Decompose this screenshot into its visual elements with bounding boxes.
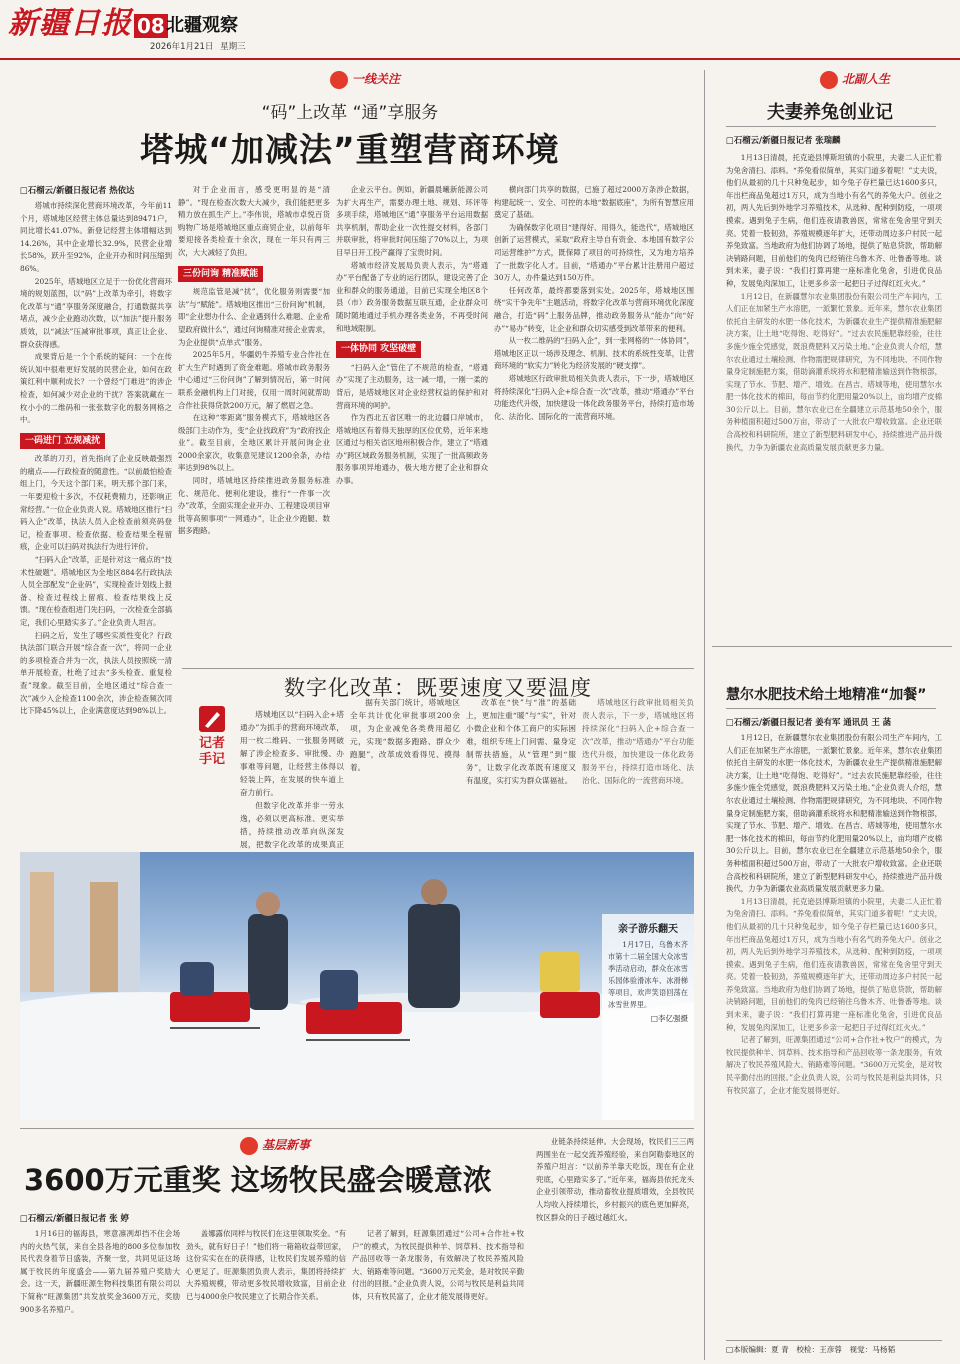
notes-col-1 <box>240 708 344 848</box>
bottom-top-rule <box>20 1128 694 1129</box>
lead-column-1 <box>20 200 172 880</box>
lead-ribbon-text: 一线关注 <box>352 72 401 86</box>
paragraph: 企业云平台。例如，新疆晨曦新能源公司为扩大再生产，需要办理土地、规划、环评等多项手续，塔城地区“通”享服务平台运用数据共享机制，帮助企业一次性提交材料，各部门并联审批，将审批时间压缩了70%以上，为项目早日开工投产赢得了宝贵时间。 <box>336 185 488 257</box>
bottom-col-3 <box>352 1228 524 1360</box>
masthead-rule <box>0 58 960 60</box>
footer-rule <box>726 1340 942 1341</box>
subhead-2 <box>178 266 330 283</box>
subhead-3 <box>336 341 488 358</box>
notes-heading: 数字化改革：既要速度又要温度 <box>284 676 592 700</box>
paragraph: 扫码之后，发生了哪些实质性变化？行政执法部门联合开展“综合查一次”，将同一企业的多项检查合并为一次，执法人员按照统一清单开展检查，杜绝了过去“多头检查、重复检查”现象。截至目前，全地区通过“综合查一次”减少入企检查1100余次，涉企检查频次同比下降45%以上，企业满意度达到98%以上。 <box>20 630 172 716</box>
paragraph: 改革在“快”与“准”的基础上，更加注重“暖”与“实”，针对小微企业和个体工商户的实际困难，组织专班上门问需、量身定制帮扶措施，从“管理”到“服务”，让数字化改革既有速度又有温度，实打实为群众谋福祉。 <box>466 698 576 785</box>
subhead-1 <box>20 433 172 450</box>
paragraph: 记者了解到，旺源集团通过“公司+合作社+牧户”的模式，为牧民提供种羊、饲草料、技术指导和产品回收等一条龙服务，有效解决了牧民养殖风险大、销路难等问题。“3600万元奖金，是对牧民辛勤付出的回报。”企业负责人说，公司与牧民是利益共同体，只有牧民富了，企业才能发展得更好。 <box>726 1035 942 1095</box>
masthead <box>0 0 960 64</box>
right1-byline: □石榴云/新疆日报记者 张瑞麟 <box>726 135 841 145</box>
right2-byline: □石榴云/新疆日报记者 姜有军 通讯员 王 菡 <box>726 717 892 727</box>
paragraph: 横向部门共享的数据，已施了超过2000万条涉企数据，构建起统一、安全、可控的本地“数据底座”，为所有智慧应用奠定了基础。 <box>494 185 694 220</box>
notes-badge <box>192 706 232 786</box>
issue-date <box>150 40 246 52</box>
date-text: 2026年1月21日 <box>150 42 214 52</box>
lead-byline: □石榴云/新疆日报记者 热依达 <box>20 185 135 195</box>
paragraph: 业链条持续延伸。大会现场，牧民们三三两两围坐在一起交流养殖经验，来自阿勒泰地区的养殖户坦言：“以前养羊靠天吃饭，现在有企业兜底，心里踏实多了。”近年来，福海县依托龙头企业引领带动，推动畜牧业提质增效，全县牧民人均收入持续增长，乡村振兴的底色更加鲜亮，牧区群众的日子越过越红火。 <box>536 1137 694 1222</box>
right1-ribbon-text: 北副人生 <box>842 72 891 86</box>
lead-column-2 <box>178 184 330 664</box>
notes-col-2 <box>350 696 460 836</box>
paragraph: 改革的刀刃，首先指向了企业反映最强烈的痛点——行政检查的随意性。“以前最怕检查组上门，今天这个部门来，明天那个部门来，一年要迎检十多次，不仅耗费精力，还影响正常经营。”一位企业负责人说。塔城地区推行“扫码入企”改革，执法人员入企检查前须亮码登记，检查事项、检查依据、检查结果全程留痕，企业可以扫码对执法行为进行评价。 <box>20 454 172 552</box>
subhead-2-text: 三份问询 精准赋能 <box>178 266 263 283</box>
bottom-col-1 <box>20 1228 180 1360</box>
news-photo <box>20 852 694 1120</box>
paragraph: 但数字化改革并非一劳永逸，必须以更高标准、更实举措，持续推动改革向纵深发展，把数字化改革的成果真正 <box>240 801 344 849</box>
snow-scene-illustration <box>20 852 694 1120</box>
paragraph: 从一枚二维码的“扫码入企”，到一张网格的“一体协同”，塔城地区正以一场涉及理念、机制、技术的系统性变革，让营商环境的“软实力”转化为经济发展的“硬支撑”。 <box>494 336 694 371</box>
paragraph: 塔城市经济发展局负责人表示，为“塔通办”平台配备了专业的运行团队，建设完善了企业和群众的服务通道，目前已实现全地区8个县（市）政务服务数据互联互通，企业群众可随时随地通过手机办理各类业务，不再受时间和地域限制。 <box>336 260 488 333</box>
newspaper-logo: 新疆日报 <box>8 6 132 41</box>
paragraph: 1月13日清晨，托克逊县博斯坦镇的小院里，夫妻二人正忙着为兔舍清扫、添料。“养兔看似简单，其实门道多着呢！”丈夫说，他们从最初的几十只种兔起步，如今兔子存栏量已达1600多只，年出栏商品兔超过1万只，成为当地小有名气的养兔大户。创业之初，两人先后到外地学习养殖技术，从选种、配种到防疫，一项项摸索。遇到兔子生病，他们连夜请教兽医，常常在兔舍里守到天亮。凭着一股韧劲，养殖规模逐年扩大，还带动周边多户村民一起养兔致富。当地政府为他们协调了场地，提供了贴息贷款，帮助解决销路问题，目前他们的兔肉已经销往乌鲁木齐、吐鲁番等地。谈到未来，妻子说：“我们打算再建一座标准化兔舍，引进优良品种，发展兔肉深加工，让更多乡亲一起把日子过得红红火火。” <box>726 896 942 1032</box>
paragraph: 1月13日清晨，托克逊县博斯坦镇的小院里，夫妻二人正忙着为兔舍清扫、添料。“养兔看似简单，其实门道多着呢！”丈夫说，他们从最初的几十只种兔起步，如今兔子存栏量已达1600多只，年出栏商品兔超过1万只，成为当地小有名气的养兔大户。创业之初，两人先后到外地学习养殖技术，从选种、配种到防疫，一项项摸索。遇到兔子生病，他们连夜请教兽医，常常在兔舍里守到天亮。凭着一股韧劲，养殖规模逐年扩大，还带动周边多户村民一起养兔致富。当地政府为他们协调了场地，提供了贴息贷款，帮助解决销路问题，目前他们的兔肉已经销往乌鲁木齐、吐鲁番等地。谈到未来，妻子说：“我们打算再建一座标准化兔舍，引进优良品种，发展兔肉深加工，让更多乡亲一起把日子过得红红火火。” <box>726 153 942 288</box>
paragraph: 2025年5月，华疆奶牛养殖专业合作社在扩大生产时遇到了资金难题。塔城市政务服务中心通过“三份问询”了解到情况后，第一时间联系金融机构上门对接，仅用一周时间就帮助合作社获得贷款200万元，解了燃眉之急。 <box>178 350 330 410</box>
right1-rule <box>726 126 936 127</box>
paragraph: 在这种“零距离”服务模式下，塔城地区各级部门主动作为，变“企业找政府”为“政府找企业”。截至目前，全地区累计开展问询企业2000余家次，收集意见建议1200余条，办结率达到98%以上。 <box>178 413 330 473</box>
paragraph: 1月16日的福海县，寒意凛冽却挡不住会场内的火热气氛，来自全县各地的800多位参加牧民代表身着节日盛装，齐聚一堂，共同见证这场属于牧民的年度盛会——第九届养殖户奖励大会。这一天，新疆旺源生物科技集团有限公司以下简称“旺源集团”共发放奖金3600万元，奖励900多名养殖户。 <box>20 1229 180 1314</box>
paragraph: 成果背后是一个个系统的疑问：一个在传统认知中很难更好发展的民营企业，如何在政策红利中顺利成长？一个曾经“门难进”的涉企检查，如何减少对企业的干扰？答案就藏在一枚小小的二维码和一张张数字化的服务网格之中。 <box>20 352 172 425</box>
lead-kicker: “码”上改革 “通”享服务 <box>261 103 439 123</box>
paragraph: 1月12日，在新疆慧尔农业集团股份有限公司生产车间内，工人们正在加紧生产水溶肥，一派繁忙景象。近年来，慧尔农业集团依托自主研发的水肥一体化技术，为新疆农业生产提供精准施肥解决方案，让土地“吃得饱、吃得好”。“过去农民施肥靠经验，往往多施少施全凭感觉，既浪费肥料又污染土地。”企业负责人介绍，慧尔农业通过土壤检测、作物需肥规律研究，为不同地块、不同作物量身定制施肥方案，借助滴灌系统将水和肥精准输送到作物根部，实现了节水、节肥、增产、增效。在昌吉、塔城等地，使用慧尔水肥一体化技术的棉田，每亩节约化肥用量20%以上，亩均增产皮棉30公斤以上。目前，慧尔农业已在全疆建立示范基地50余个，服务种植面积超过500万亩，带动了一大批农户增收致富。企业还联合高校和科研院所，建立了新型肥料研发中心，持续推进产品升级换代，力争为新疆农业高质量发展贡献更多力量。 <box>726 291 942 452</box>
right-column-divider <box>704 70 705 1360</box>
paragraph: 据有关部门统计，塔城地区全年共计优化审批事项200余项，为企业减免各类费用超亿元，实现“数据多跑路、群众少跑腿”，改革成效看得见、摸得着。 <box>350 698 460 772</box>
paragraph: 塔城地区以“扫码入企+塔通办”为抓手的营商环境改革，用一枚二维码、一张服务网破解了涉企检查多、审批慢、办事难等问题，让经营主体得以轻装上阵，在发展的快车道上奋力前行。 <box>240 710 344 797</box>
bottom-headline: 3600万元重奖 这场牧民盛会暖意浓 <box>24 1163 492 1197</box>
bottom-byline: □石榴云/新疆日报记者 张 婷 <box>20 1213 129 1223</box>
bottom-ribbon <box>240 1136 310 1155</box>
lead-column-3 <box>336 184 488 664</box>
subhead-1-text: 一码进门 立规减扰 <box>20 433 105 450</box>
paragraph: 作为西北五省区唯一的北边疆口岸城市，塔城地区有着得天独厚的区位优势，近年来地区通过与相关省区地州积极合作，建立了“塔通办”跨区域政务服务机制，实现了一批高频政务服务事项异地通办，极大地方便了企业和群众办事。 <box>336 413 488 486</box>
bottom-col-4 <box>536 1136 694 1360</box>
right2-body <box>726 732 942 1338</box>
page-editors: □本版编辑：夏 青 校检：王彦蓉 视觉：马杨韬 <box>726 1345 896 1354</box>
paragraph: 同时，塔城地区持续推进政务服务标准化、规范化、便利化建设，推行“一件事一次办”改革，全面实现企业开办、工程建设项目审批等高频事项“一网通办”，让企业少跑腿、数据多跑路。 <box>178 476 330 536</box>
paragraph: 任何改革，最终都要落到实处。2025年，塔城地区围绕“实干争先年”主题活动，将数字化改革与营商环境优化深度融合，打造“码”上服务品牌，推动政务服务从“能办”向“好办”“易办”转变，让企业和群众切实感受到改革带来的便利。 <box>494 285 694 333</box>
paragraph: 塔城地区行政审批局相关负责人表示，下一步，塔城地区将持续深化“扫码入企+综合查一次”改革，推动“塔通办”平台功能迭代升级，加快建设一体化政务服务平台，持续打造市场化、法治化、国际化的一流营商环境。 <box>582 698 694 785</box>
lead-column-4 <box>494 184 694 664</box>
photo-caption: 1月17日，乌鲁木齐市第十二届全国大众冰雪季活动启动，群众在冰雪乐园体验滑冰车、冰滑梯等项目，欢声笑语回荡在冰雪世界里。 <box>608 940 688 1009</box>
notes-col-3 <box>466 696 576 836</box>
pen-icon <box>199 706 225 732</box>
paragraph: 塔城市持续深化营商环境改革，今年前11个月，塔城地区经营主体总量达到89471户，同比增长41.07%。新登记经营主体增幅达到14.26%，其中企业增长32.9%，民营企业增长58%，跃升至92%，企业开办和时间压缩到86%。 <box>20 201 172 273</box>
right1-body <box>726 152 942 632</box>
section-name: 北疆观察 <box>166 15 238 36</box>
paragraph: 盖娜露依同样与牧民们在这里领取奖金。“有劲头，就有好日子！”他们将一箱箱收益带回家，这份实实在在的获得感，让牧民们发展养殖的信心更足了。旺源集团负责人表示，集团将持续扩大养殖规模，带动更多牧民增收致富，目前企业已与4000余户牧民建立了长期合作关系。 <box>186 1229 346 1301</box>
paragraph: “扫码入企”改革，正是针对这一痛点的“技术性破题”。塔城地区为全地区884名行政执法人员全部配发“企业码”，实现检查计划线上报备、检查过程线上留痕、检查结果线上反馈。“现在检查组进门先扫码，一次检查全部搞定，我们心里踏实多了。”企业负责人坦言。 <box>20 555 172 627</box>
paragraph: 记者了解到，旺源集团通过“公司+合作社+牧户”的模式，为牧民提供种羊、饲草料、技术指导和产品回收等一条龙服务，有效解决了牧民养殖风险大、销路难等问题。“3600万元奖金，是对牧民辛勤付出的回报。”企业负责人说，公司与牧民是利益共同体，只有牧民富了，企业才能发展得更好。 <box>352 1229 524 1301</box>
notes-col-4 <box>582 696 694 836</box>
lead-headline: 塔城“加减法”重塑营商环境 <box>140 130 560 169</box>
subhead-3-text: 一体协同 攻坚破壁 <box>336 341 421 358</box>
paragraph: 2025年，塔城地区立足于一份优化营商环境的规划蓝图，以“码”上改革为牵引，将数字化改革与“通”享服务深度融合，打通数据共享堵点，减少企业跑动次数，以“加法”提升服务质效，以“减法”压减审批事项，真正让企业、群众获得感。 <box>20 276 172 349</box>
page-number: 08 <box>134 14 168 38</box>
right1-headline: 夫妻养兔创业记 <box>767 102 893 123</box>
notes-top-rule <box>182 668 694 669</box>
bottom-ribbon-text: 基层新事 <box>262 1138 311 1152</box>
photo-credit: □李亿强摄 <box>650 1014 688 1023</box>
right1-ribbon <box>820 70 890 89</box>
photo-title: 亲子游乐翻天 <box>618 924 678 935</box>
right2-headline: 慧尔水肥技术给土地精准“加餐” <box>726 687 927 703</box>
paragraph: 1月12日，在新疆慧尔农业集团股份有限公司生产车间内，工人们正在加紧生产水溶肥，一派繁忙景象。近年来，慧尔农业集团依托自主研发的水肥一体化技术，为新疆农业生产提供精准施肥解决方案，让土地“吃得饱、吃得好”。“过去农民施肥靠经验，往往多施少施全凭感觉，既浪费肥料又污染土地。”企业负责人介绍，慧尔农业通过土壤检测、作物需肥规律研究，为不同地块、不同作物量身定制施肥方案，借助滴灌系统将水和肥精准输送到作物根部，实现了节水、节肥、增产、增效。在昌吉、塔城等地，使用慧尔水肥一体化技术的棉田，每亩节约化肥用量20%以上，亩均增产皮棉30公斤以上。目前，慧尔农业已在全疆建立示范基地50余个，服务种植面积超过500万亩，带动了一大批农户增收致富。企业还联合高校和科研院所，建立了新型肥料研发中心，持续推进产品升级换代，力争为新疆农业高质量发展贡献更多力量。 <box>726 733 942 894</box>
paragraph: 塔城地区行政审批局相关负责人表示，下一步，塔城地区将持续深化“扫码入企+综合查一次”改革，推动“塔通办”平台功能迭代升级，加快建设一体化政务服务平台，持续打造市场化、法治化、国际化的一流营商环境。 <box>494 373 694 421</box>
paragraph: “扫码入企”管住了不规范的检查，“塔通办”实现了主动服务，这一减一增，一刚一柔的背后，是塔城地区对企业经营权益的保护和对营商环境的呵护。 <box>336 362 488 410</box>
lead-ribbon <box>330 70 400 89</box>
paragraph: 对于企业而言，感受更明显的是“清静”。“现在检查次数大大减少，我们能把更多精力放在抓生产上。”李伟说，塔城市卓悦百货购物广场是塔城地区重点商贸企业，以前每年要迎接各类检查十余次，现在一年只有两三次，大大减轻了负担。 <box>178 185 330 257</box>
notes-badge-text: 记者手记 <box>198 736 225 767</box>
weekday-text: 星期三 <box>220 42 246 52</box>
bottom-col-2 <box>186 1228 346 1360</box>
right2-top-rule <box>712 646 952 647</box>
paragraph: 规范监管是减“扰”，优化服务则需要“加法”与“赋能”。塔城地区推出“三份问询”机制，即“企业想办什么、企业遇到什么难题、企业希望政府做什么”，通过问询精准对接企业需求，为企业提供“点单式”服务。 <box>178 287 330 347</box>
right2-rule <box>726 708 936 709</box>
photo-caption-box <box>602 914 694 1120</box>
paragraph: 为确保数字化项目“建得好、用得久，能迭代”，塔城地区创新了运营模式，采取“政府主导自有资金、本地国有数字公司运营维护”方式，既保障了项目的可持续性，又为地方培养了一批数字化人才。目前，“塔通办”平台累计注册用户超过30万人，办件量达到150万件。 <box>494 222 694 283</box>
